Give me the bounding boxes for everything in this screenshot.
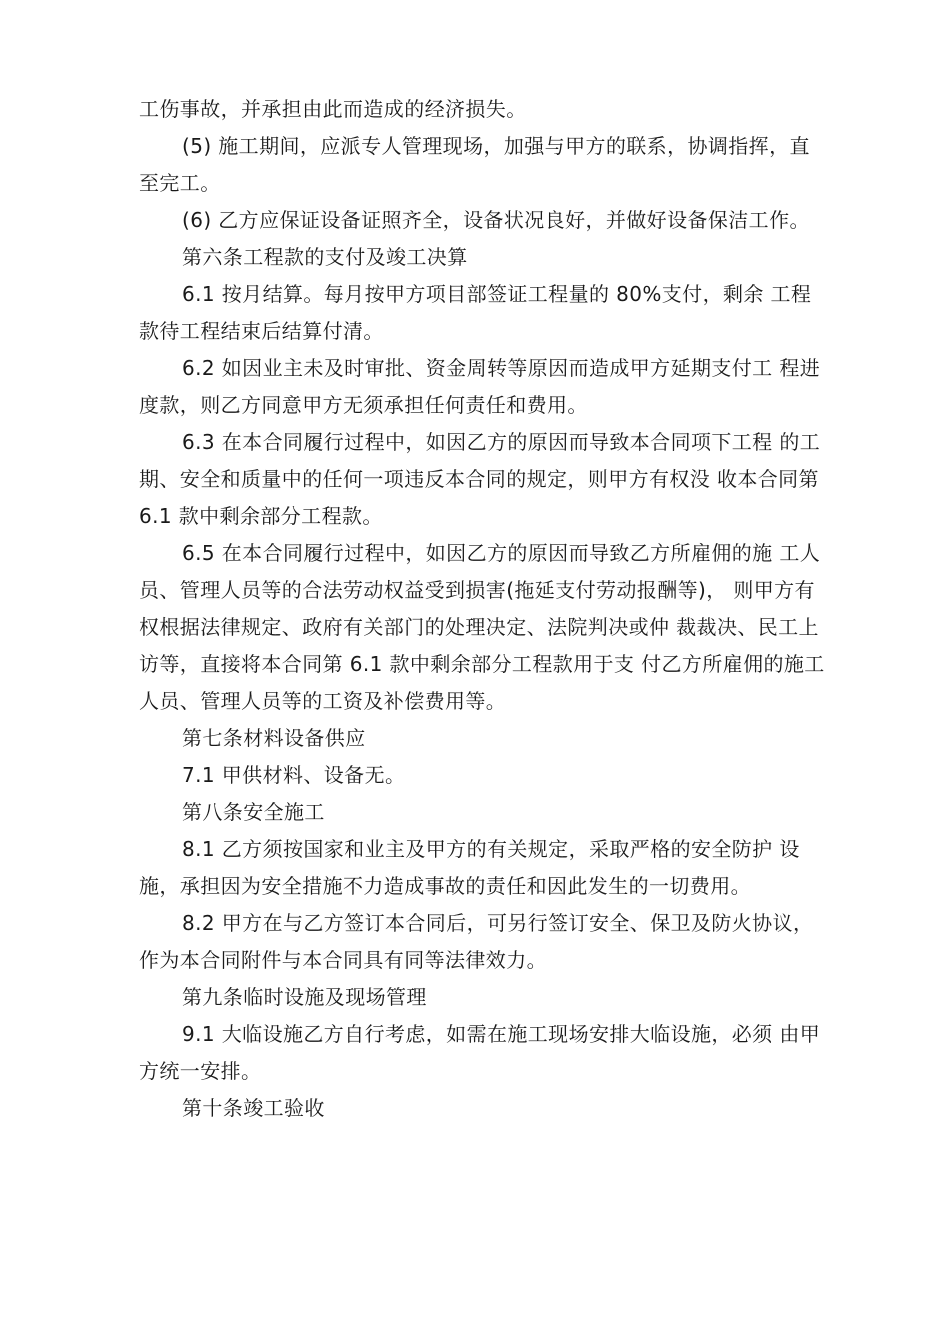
heading-article-10: 第十条竣工验收 bbox=[182, 1096, 325, 1120]
paragraph-6-5: 6.5 在本合同履行过程中，如因乙方的原因而导致乙方所雇佣的施 工人员、管理人员等的合法劳动权益受到损害(拖延支付劳动报酬等)， 则甲方有权根据法律规定、政府有关部门的处理决定、法院判决或仲 裁裁决、民工上访等，直接将本合同第 6.1 款中剩余部分工程款用于支 付乙方所雇佣的施工人员、管理人员等的工资及补偿费用等。 bbox=[139, 541, 825, 713]
paragraph-injury-continuation: 工伤事故，并承担由此而造成的经济损失。 bbox=[139, 97, 527, 121]
paragraph-clause-5: (5) 施工期间，应派专人管理现场，加强与甲方的联系，协调指挥，直至完工。 bbox=[139, 134, 810, 195]
document-body bbox=[139, 91, 827, 1127]
paragraph-6-2: 6.2 如因业主未及时审批、资金周转等原因而造成甲方延期支付工 程进度款，则乙方同意甲方无须承担任何责任和费用。 bbox=[139, 356, 821, 417]
paragraph-8-1: 8.1 乙方须按国家和业主及甲方的有关规定，采取严格的安全防护 设施，承担因为安全措施不力造成事故的责任和因此发生的一切费用。 bbox=[139, 837, 800, 898]
paragraph-9-1: 9.1 大临设施乙方自行考虑，如需在施工现场安排大临设施，必须 由甲方统一安排。 bbox=[139, 1022, 821, 1083]
paragraph-7-1: 7.1 甲供材料、设备无。 bbox=[182, 763, 406, 787]
heading-article-7: 第七条材料设备供应 bbox=[182, 726, 366, 750]
heading-article-8: 第八条安全施工 bbox=[182, 800, 325, 824]
paragraph-6-3: 6.3 在本合同履行过程中，如因乙方的原因而导致本合同项下工程 的工期、安全和质量中的任何一项违反本合同的规定，则甲方有权没 收本合同第 6.1 款中剩余部分工程款。 bbox=[139, 430, 821, 528]
paragraph-6-1: 6.1 按月结算。每月按甲方项目部签证工程量的 80%支付，剩余 工程款待工程结束后结算付清。 bbox=[139, 282, 812, 343]
heading-article-6: 第六条工程款的支付及竣工决算 bbox=[182, 245, 468, 269]
heading-article-9: 第九条临时设施及现场管理 bbox=[182, 985, 427, 1009]
paragraph-clause-6: (6) 乙方应保证设备证照齐全，设备状况良好，并做好设备保洁工作。 bbox=[182, 208, 810, 232]
paragraph-8-2: 8.2 甲方在与乙方签订本合同后，可另行签订安全、保卫及防火协议，作为本合同附件与本合同具有同等法律效力。 bbox=[139, 911, 814, 972]
